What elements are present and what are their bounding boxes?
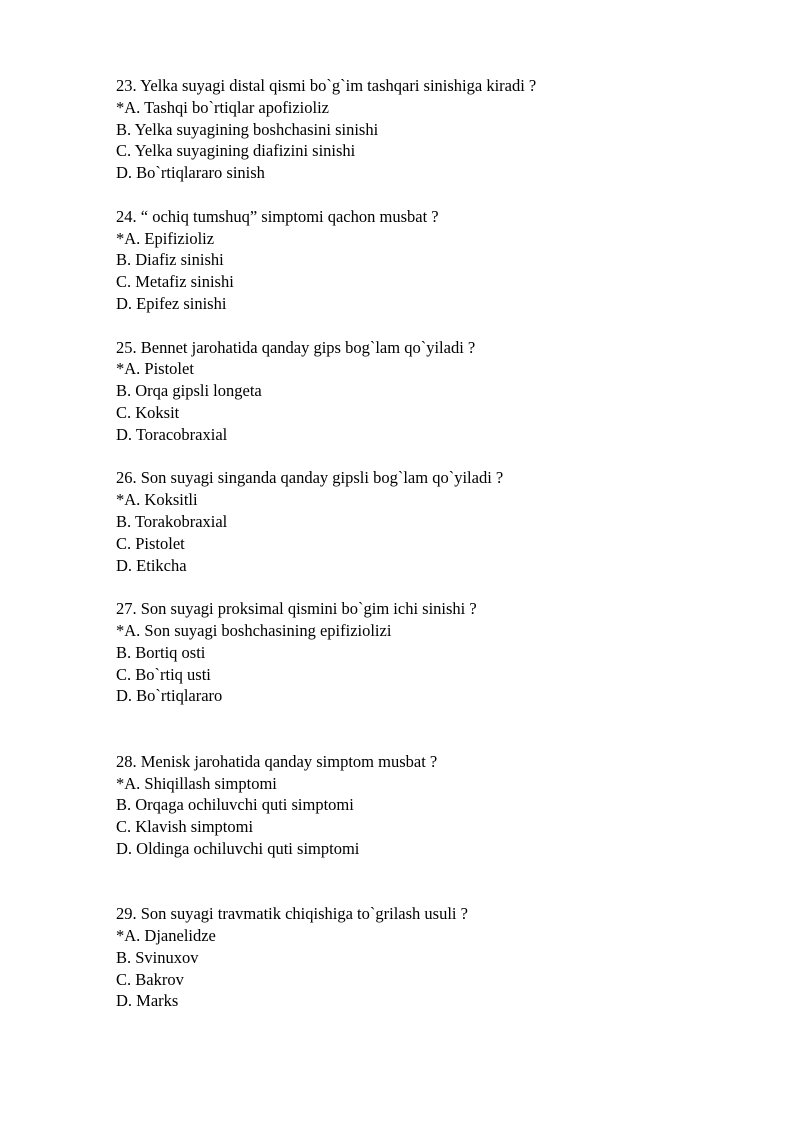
document-page	[116, 75, 756, 1012]
question-text: 24. “ ochiq tumshuq” simptomi qachon musbat ?	[116, 206, 439, 226]
question-spacer	[116, 184, 756, 206]
answer-option-c: C. Pistolet	[116, 533, 185, 553]
question-25	[116, 337, 756, 446]
question-24	[116, 206, 756, 315]
answer-option-a: *A. Epifizioliz	[116, 228, 215, 248]
answer-option-a: *A. Pistolet	[116, 359, 194, 379]
question-26	[116, 467, 756, 576]
answer-option-c: C. Klavish simptomi	[116, 817, 254, 837]
question-23	[116, 75, 756, 184]
answer-option-b: B. Orqa gipsli longeta	[116, 381, 262, 401]
answer-option-a: *A. Son suyagi boshchasining epifiziolizi	[116, 620, 392, 640]
question-text: 25. Bennet jarohatida qanday gips bog`lam qo`yiladi ?	[116, 337, 476, 357]
answer-option-d: D. Marks	[116, 991, 179, 1011]
question-spacer	[116, 860, 756, 904]
answer-option-a: *A. Tashqi bo`rtiqlar apofizioliz	[116, 97, 329, 117]
answer-option-a: *A. Shiqillash simptomi	[116, 773, 277, 793]
answer-option-c: C. Koksit	[116, 402, 180, 422]
answer-option-d: D. Epifez sinishi	[116, 293, 227, 313]
answer-option-b: B. Orqaga ochiluvchi quti simptomi	[116, 795, 354, 815]
question-27	[116, 598, 756, 707]
answer-option-b: B. Yelka suyagining boshchasini sinishi	[116, 119, 379, 139]
answer-option-d: D. Bo`rtiqlararo	[116, 686, 223, 706]
question-text: 29. Son suyagi travmatik chiqishiga to`grilash usuli ?	[116, 904, 468, 924]
answer-option-d: D. Toracobraxial	[116, 424, 228, 444]
answer-option-d: D. Oldinga ochiluvchi quti simptomi	[116, 838, 360, 858]
question-29	[116, 903, 756, 1012]
question-text: 23. Yelka suyagi distal qismi bo`g`im tashqari sinishiga kiradi ?	[116, 76, 537, 95]
question-spacer	[116, 446, 756, 468]
question-28	[116, 751, 756, 860]
answer-option-c: C. Bo`rtiq usti	[116, 664, 211, 684]
question-spacer	[116, 707, 756, 751]
answer-option-b: B. Torakobraxial	[116, 511, 228, 531]
question-spacer	[116, 576, 756, 598]
answer-option-b: B. Diafiz sinishi	[116, 250, 224, 270]
answer-option-c: C. Metafiz sinishi	[116, 272, 234, 292]
question-spacer	[116, 315, 756, 337]
question-text: 28. Menisk jarohatida qanday simptom musbat ?	[116, 751, 438, 771]
question-text: 27. Son suyagi proksimal qismini bo`gim ichi sinishi ?	[116, 599, 477, 619]
answer-option-d: D. Bo`rtiqlararo sinish	[116, 163, 265, 183]
answer-option-a: *A. Koksitli	[116, 490, 198, 510]
answer-option-d: D. Etikcha	[116, 555, 187, 575]
answer-option-b: B. Svinuxov	[116, 947, 199, 967]
answer-option-a: *A. Djanelidze	[116, 926, 216, 946]
question-text: 26. Son suyagi singanda qanday gipsli bog`lam qo`yiladi ?	[116, 468, 504, 488]
answer-option-c: C. Yelka suyagining diafizini sinishi	[116, 141, 356, 161]
answer-option-c: C. Bakrov	[116, 969, 184, 989]
answer-option-b: B. Bortiq osti	[116, 642, 206, 662]
